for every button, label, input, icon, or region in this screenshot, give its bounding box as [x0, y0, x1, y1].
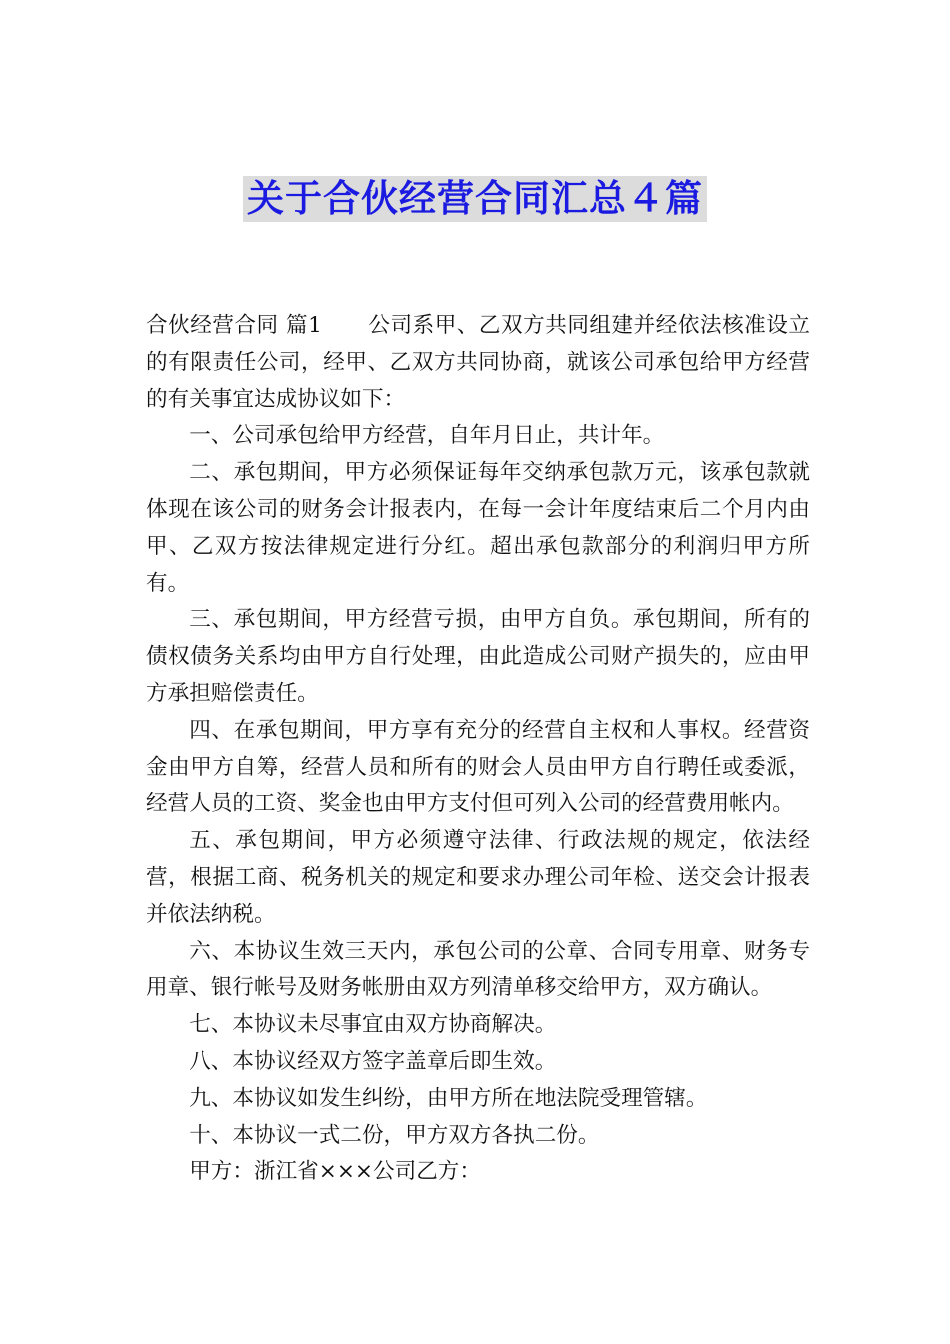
clause-1: 一、公司承包给甲方经营，自年月日止，共计年。	[189, 423, 665, 449]
section-heading: 合伙经营合同 篇1	[146, 313, 322, 338]
signature-line: 甲方：浙江省×××公司乙方：	[189, 1159, 481, 1185]
clause-9: 九、本协议如发生纠纷，由甲方所在地法院受理管辖。	[189, 1085, 708, 1111]
clause-5: 五、承包期间，甲方必须遵守法律、行政法规的规定，依法经营，根据工商、税务机关的规定和要求办理公司年检、送交会计报表并依法纳税。	[146, 828, 810, 927]
document-title: 关于合伙经营合同汇总４篇	[243, 176, 707, 222]
clause-3: 三、承包期间，甲方经营亏损，由甲方自负。承包期间，所有的债权债务关系均由甲方自行处理，由此造成公司财产损失的，应由甲方承担赔偿责任。	[146, 607, 810, 706]
document-body	[146, 308, 810, 1191]
clause-6: 六、本协议生效三天内，承包公司的公章、合同专用章、财务专用章、银行帐号及财务帐册由双方列清单移交给甲方，双方确认。	[146, 938, 810, 1001]
clause-10: 十、本协议一式二份，甲方双方各执二份。	[189, 1122, 600, 1148]
title-container	[0, 176, 950, 222]
clause-4: 四、在承包期间，甲方享有充分的经营自主权和人事权。经营资金由甲方自筹，经营人员和所有的财会人员由甲方自行聘任或委派，经营人员的工资、奖金也由甲方支付但可列入公司的经营费用帐内。	[146, 717, 810, 817]
clause-2: 二、承包期间，甲方必须保证每年交纳承包款万元，该承包款就体现在该公司的财务会计报表内，在每一会计年度结束后二个月内由甲、乙双方按法律规定进行分红。超出承包款部分的利润归甲方所有。	[146, 460, 810, 596]
clause-8: 八、本协议经双方签字盖章后即生效。	[189, 1048, 557, 1074]
clause-7: 七、本协议未尽事宜由双方协商解决。	[189, 1012, 557, 1038]
intro-paragraph	[146, 308, 810, 418]
intro-text: 公司系甲、乙双方共同组建并经依法核准设立的有限责任公司，经甲、乙双方共同协商，就该公司承包给甲方经营的有关事宜达成协议如下：	[146, 313, 810, 412]
